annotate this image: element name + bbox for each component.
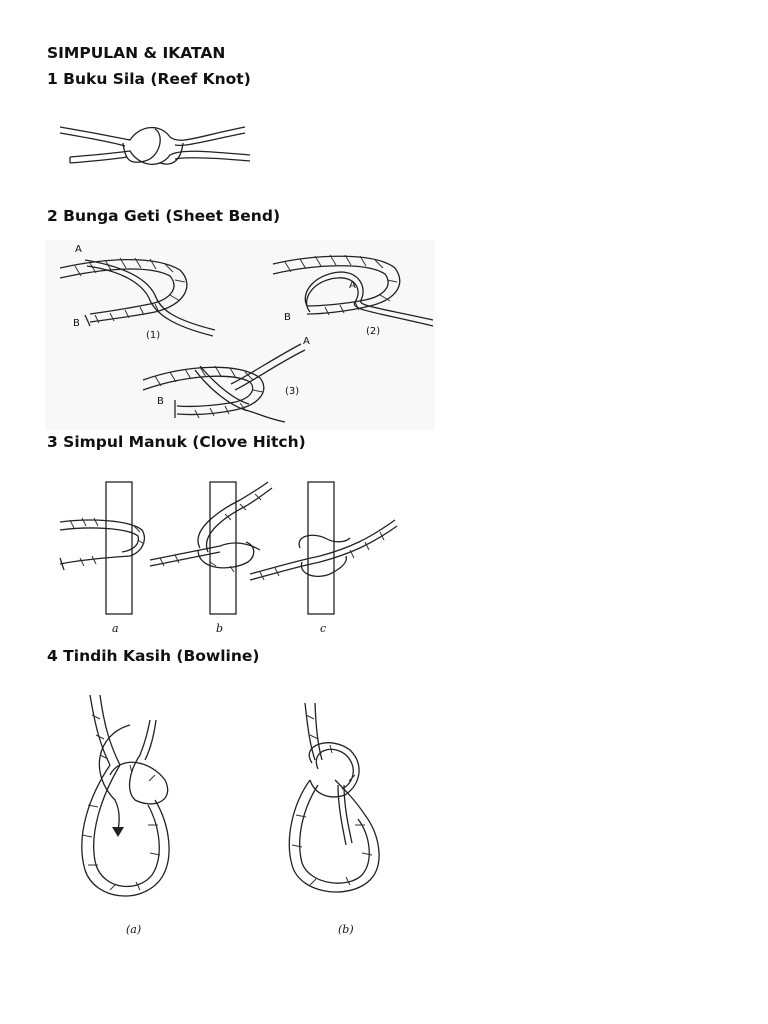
bowline-step-a <box>82 695 169 936</box>
sheet-bend-step3-label-a: A <box>303 336 310 347</box>
clove-hitch-label-b: b <box>216 622 224 635</box>
section-heading-clove-hitch: 3 Simpul Manuk (Clove Hitch) <box>47 433 306 451</box>
clove-hitch-step-b <box>150 482 272 635</box>
sheet-bend-step-label-2: (2) <box>366 326 381 337</box>
sheet-bend-step2-label-a: A <box>349 280 356 291</box>
bowline-label-a: (a) <box>126 923 142 936</box>
clove-hitch-step-c <box>250 482 397 635</box>
section-heading-bowline: 4 Tindih Kasih (Bowline) <box>47 647 260 665</box>
section-heading-sheet-bend: 2 Bunga Geti (Sheet Bend) <box>47 207 281 225</box>
clove-hitch-label-c: c <box>320 622 327 635</box>
sheet-bend-step-label-1: (1) <box>146 330 161 341</box>
sheet-bend-step3-label-b: B <box>157 396 164 407</box>
bowline-illustration <box>60 685 410 945</box>
sheet-bend-label-b: B <box>73 318 80 329</box>
reef-knot-illustration <box>55 115 255 175</box>
sheet-bend-illustration <box>45 240 435 430</box>
sheet-bend-step-label-3: (3) <box>285 386 300 397</box>
document-title: SIMPULAN & IKATAN <box>47 44 226 62</box>
clove-hitch-label-a: a <box>112 622 119 635</box>
clove-hitch-step-a <box>60 482 144 635</box>
bowline-label-b: (b) <box>338 923 354 936</box>
section-heading-reef-knot: 1 Buku Sila (Reef Knot) <box>47 70 251 88</box>
clove-hitch-illustration <box>50 470 410 640</box>
bowline-step-b <box>289 703 379 936</box>
sheet-bend-label-a: A <box>75 244 82 255</box>
sheet-bend-step2-label-b: B <box>284 312 291 323</box>
